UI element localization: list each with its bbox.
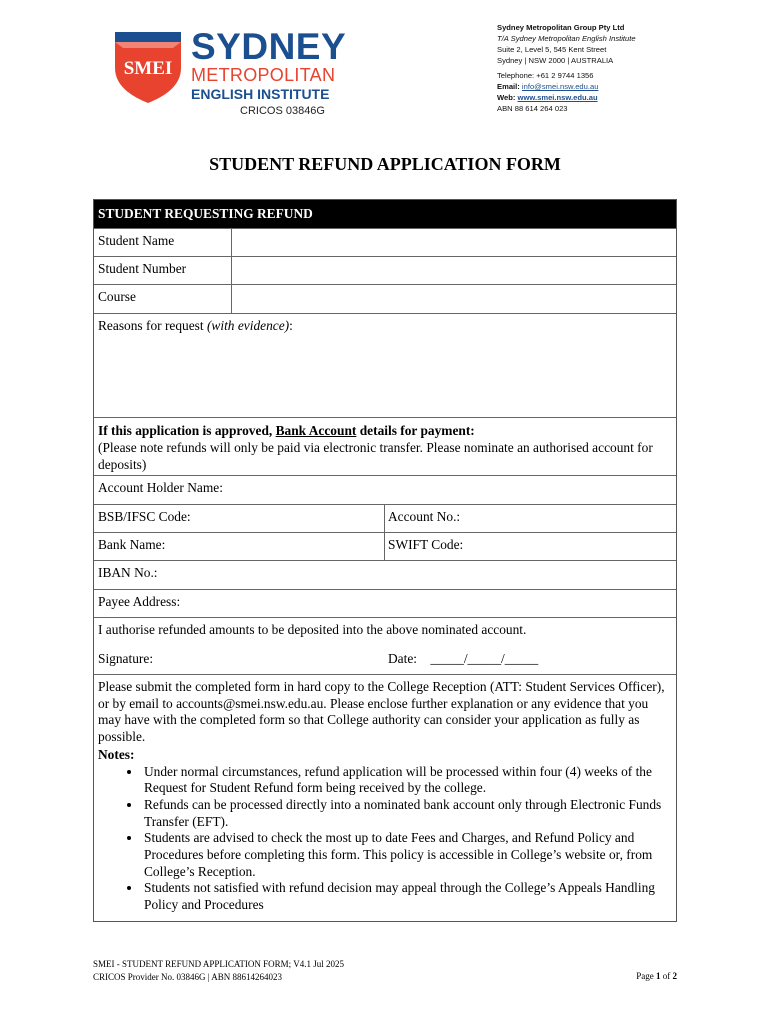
org-email-link[interactable]: info@smei.nsw.edu.au: [521, 82, 599, 91]
student-name-field[interactable]: [231, 229, 676, 256]
account-holder-label: Account Holder Name:: [98, 480, 223, 495]
org-abn: ABN 88 614 264 023: [497, 104, 568, 113]
notes-label: Notes:: [98, 746, 135, 762]
authorise-row: [94, 617, 676, 674]
account-holder-field[interactable]: [94, 476, 676, 504]
list-item: • Under normal circumstances, refund application will be processed within four (4) weeks of the Request for Student Refund form being received by the college.: [142, 764, 672, 797]
bank-name-row: [94, 532, 676, 560]
student-number-row: [94, 256, 676, 284]
cricos-code: CRICOS 03846G: [240, 105, 325, 117]
notes-row: [94, 674, 676, 921]
student-name-label: Student Name: [98, 233, 175, 248]
bsb-row: [94, 504, 676, 532]
student-number-label: Student Number: [98, 261, 187, 276]
list-item: • Students not satisfied with refund decision may appeal through the College’s Appeals Handling Policy and Procedures: [142, 880, 672, 913]
bsb-label: BSB/IFSC Code:: [98, 509, 191, 524]
iban-row: [94, 560, 676, 589]
org-web-label: Web:: [497, 93, 516, 102]
bank-note: (Please note refunds will only be paid via electronic transfer. Please nominate an authorised account for deposits): [98, 440, 653, 472]
iban-field[interactable]: [94, 561, 676, 589]
section-header: STUDENT REQUESTING REFUND: [94, 200, 676, 228]
org-telephone: Telephone: +61 2 9744 1356: [497, 71, 594, 80]
list-item: • Refunds can be processed directly into a nominated bank account only through Electronic Funds Transfer (EFT).: [142, 797, 672, 830]
account-holder-row: [94, 475, 676, 504]
bank-intro-row: [94, 417, 676, 475]
authorise-text: I authorise refunded amounts to be deposited into the above nominated account.: [98, 622, 527, 637]
signature-label: Signature:: [98, 651, 154, 666]
account-no-field[interactable]: [384, 505, 676, 532]
org-web-link[interactable]: www.smei.nsw.edu.au: [517, 93, 598, 102]
notes-cell: [94, 675, 676, 918]
submit-instructions: Please submit the completed form in hard copy to the College Reception (ATT: Student Services Officer), or by email to accounts@smei.nsw.edu.au. Please enclose further explanation or any evidence that you may have with the completed form so that College authority can consider your application as fully as possible.: [98, 679, 665, 745]
brand-sydney: SYDNEY: [191, 26, 347, 67]
notes-list: [98, 764, 672, 914]
shield-icon: [113, 28, 183, 104]
page-label: Page: [636, 971, 654, 981]
date-blank: _____/_____/_____: [430, 651, 539, 666]
org-email-row: [497, 81, 697, 92]
bank-intro-post: details for payment:: [359, 423, 475, 438]
footer-line2: CRICOS Provider No. 03846G | ABN 88614264023: [93, 972, 283, 982]
org-email-label: Email:: [497, 82, 520, 91]
org-address-line2: Sydney | NSW 2000 | AUSTRALIA: [497, 56, 614, 65]
org-name: Sydney Metropolitan Group Pty Ltd: [497, 23, 625, 32]
course-row: [94, 284, 676, 313]
date-field[interactable]: [384, 647, 676, 674]
signature-field[interactable]: [94, 647, 384, 674]
page-of: of: [662, 971, 671, 981]
bsb-field[interactable]: [94, 505, 384, 532]
student-name-row: [94, 228, 676, 256]
bank-intro-pre: If this application is approved,: [98, 423, 273, 438]
org-details: [497, 22, 697, 114]
page-current: 1: [656, 971, 661, 981]
reasons-colon: :: [289, 318, 293, 333]
bank-intro-link: Bank Account: [275, 423, 357, 438]
course-field[interactable]: [231, 285, 676, 313]
iban-label: IBAN No.:: [98, 565, 158, 580]
list-item: • Students are advised to check the most up to date Fees and Charges, and Refund Policy and Procedures before completing this form. This policy is accessible in College’s website or, from College’s Reception.: [142, 830, 672, 880]
account-no-label: Account No.:: [388, 509, 461, 524]
student-number-field[interactable]: [231, 257, 676, 284]
section-header-row: [94, 200, 676, 228]
page-title: STUDENT REFUND APPLICATION FORM: [209, 154, 561, 174]
course-label: Course: [98, 289, 136, 304]
bank-name-field[interactable]: [94, 533, 384, 560]
swift-label: SWIFT Code:: [388, 537, 464, 552]
brand-english-institute: ENGLISH INSTITUTE: [191, 86, 330, 102]
refund-form: [93, 199, 677, 922]
reasons-field[interactable]: [94, 314, 676, 417]
institute-logo: [113, 26, 347, 120]
page-number: [636, 971, 677, 981]
page-total: 2: [672, 971, 677, 981]
org-web-row: [497, 92, 697, 103]
bank-intro: [94, 418, 676, 477]
org-address-line1: Suite 2, Level 5, 545 Kent Street: [497, 45, 607, 54]
brand-metropolitan: METROPOLITAN: [191, 65, 336, 85]
footer-line1: SMEI - STUDENT REFUND APPLICATION FORM; V4.1 Jul 2025: [93, 959, 344, 969]
reasons-hint: (with evidence): [206, 318, 290, 333]
bank-name-label: Bank Name:: [98, 537, 166, 552]
swift-field[interactable]: [384, 533, 676, 560]
reasons-label: Reasons for request: [98, 318, 204, 333]
date-label: Date:: [388, 651, 417, 666]
payee-address-field[interactable]: [94, 590, 676, 617]
footer: [93, 958, 344, 984]
org-trading-name: T/A Sydney Metropolitan English Institute: [497, 34, 636, 43]
payee-address-row: [94, 589, 676, 617]
reasons-row: [94, 313, 676, 417]
payee-address-label: Payee Address:: [98, 594, 181, 609]
shield-text: SMEI: [123, 58, 173, 79]
